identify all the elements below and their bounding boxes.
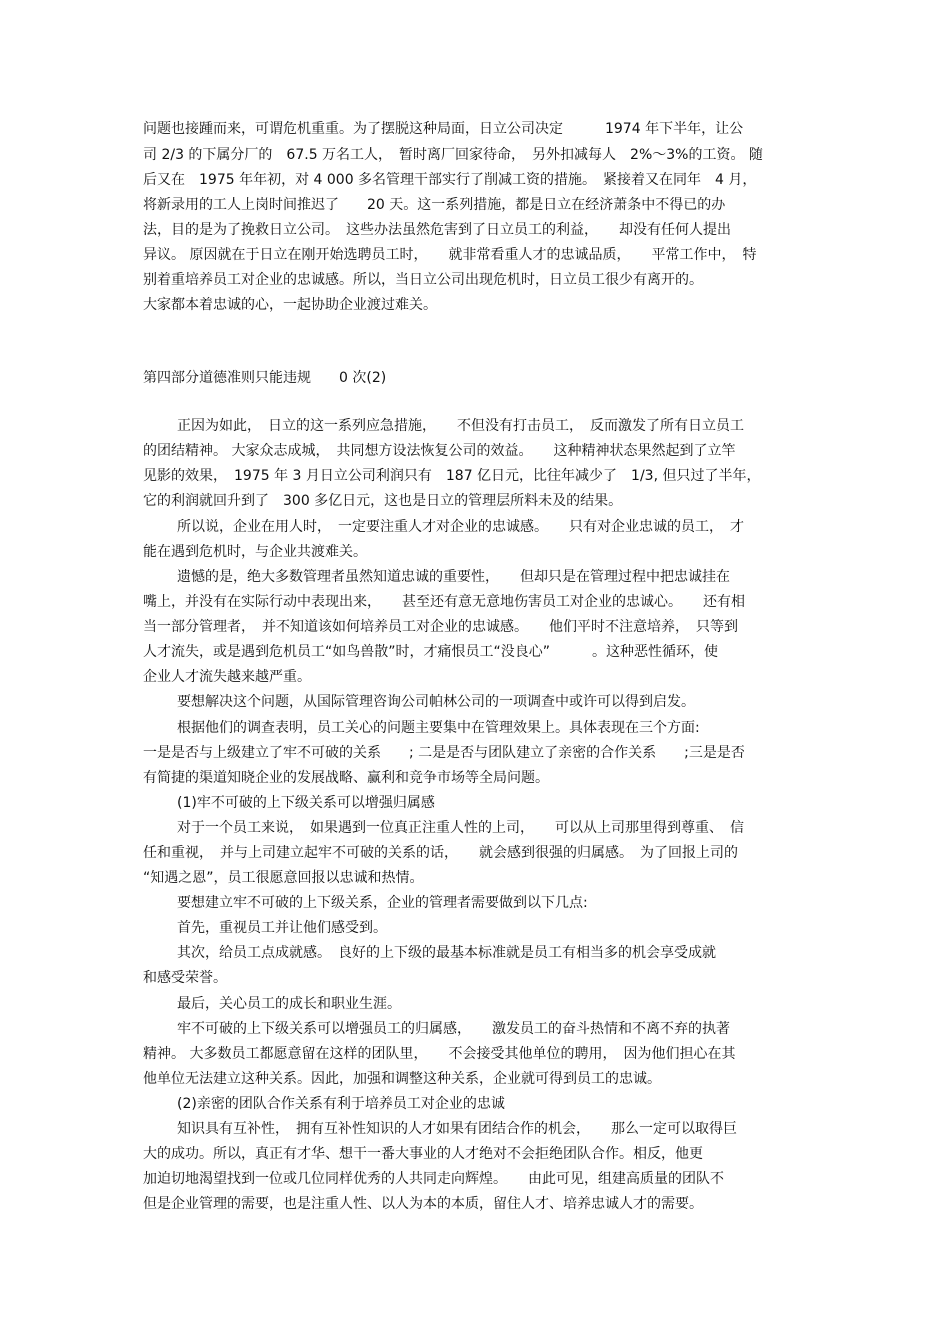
text-line: 牢不可破的上下级关系可以增强员工的归属感， 激发员工的奋斗热情和不离不弃的执著: [177, 1021, 730, 1037]
text-line: 有简捷的渠道知晓企业的发展战略、赢利和竞争市场等全局问题。: [143, 770, 549, 786]
text-line: 对于一个员工来说， 如果遇到一位真正注重人性的上司， 可以从上司那里得到尊重、 信: [177, 820, 744, 836]
text-line: 最后，关心员工的成长和职业生涯。: [177, 996, 401, 1012]
text-line: 精神。 大多数员工都愿意留在这样的团队里， 不会接受其他单位的聘用， 因为他们担心在其: [143, 1046, 736, 1062]
text-line: 其次，给员工点成就感。 良好的上下级的最基本标准就是员工有相当多的机会享受成就: [177, 945, 716, 961]
text-line: 他单位无法建立这种关系。因此，加强和调整这种关系，企业就可得到员工的忠诚。: [143, 1071, 661, 1087]
text-line: 遗憾的是，绝大多数管理者虽然知道忠诚的重要性， 但却只是在管理过程中把忠诚挂在: [177, 569, 730, 585]
section-heading: 第四部分道德准则只能违规 0 次(2): [143, 370, 387, 386]
subheading: (2)亲密的团队合作关系有利于培养员工对企业的忠诚: [177, 1096, 505, 1112]
text-line: 根据他们的调查表明，员工关心的问题主要集中在管理效果上。具体表现在三个方面:: [177, 720, 700, 736]
subheading: (1)牢不可破的上下级关系可以增强归属感: [177, 795, 435, 811]
text-line: 加迫切地渴望找到一位或几位同样优秀的人共同走向辉煌。 由此可见，组建高质量的团队不: [143, 1171, 724, 1187]
text-line: 企业人才流失越来越严重。: [143, 669, 311, 685]
text-line: 正因为如此， 日立的这一系列应急措施， 不但没有打击员工， 反而激发了所有日立员工: [177, 418, 744, 434]
text-line: 司 2/3 的下属分厂的 67.5 万名工人， 暂时离厂回家待命， 另外扣减每人 2%～3%的工资。 随: [143, 147, 763, 163]
text-line: 它的利润就回升到了 300 多亿日元，这也是日立的管理层所料未及的结果。: [143, 493, 623, 509]
text-line: 异议。 原因就在于日立在刚开始选聘员工时， 就非常看重人才的忠诚品质， 平常工作中， 特: [143, 247, 757, 263]
text-line: 一是是否与上级建立了牢不可破的关系 ; 二是是否与团队建立了亲密的合作关系 ;三是是否: [143, 745, 745, 761]
text-line: 和感受荣誉。: [143, 970, 227, 986]
text-line: 问题也接踵而来，可谓危机重重。为了摆脱这种局面，日立公司决定 1974 年下半年，让公: [143, 121, 744, 137]
text-line: 后又在 1975 年年初，对 4 000 多名管理干部实行了削减工资的措施。 紧接着又在同年 4 月，: [143, 172, 757, 188]
text-line: 人才流失，或是遇到危机员工“如鸟兽散”时，才痛恨员工“没良心” 。这种恶性循环，使: [143, 644, 719, 660]
text-line: 要想解决这个问题，从国际管理咨询公司帕林公司的一项调查中或许可以得到启发。: [177, 694, 695, 710]
text-line: “知遇之恩”，员工很愿意回报以忠诚和热情。: [143, 870, 424, 886]
text-line: 将新录用的工人上岗时间推迟了 20 天。这一系列措施，都是日立在经济萧条中不得已的办: [143, 197, 726, 213]
text-line: 嘴上，并没有在实际行动中表现出来， 甚至还有意无意地伤害员工对企业的忠诚心。 还有相: [143, 594, 745, 610]
text-line: 能在遇到危机时，与企业共渡难关。: [143, 544, 367, 560]
text-line: 任和重视， 并与上司建立起牢不可破的关系的话， 就会感到很强的归属感。 为了回报上司的: [143, 845, 738, 861]
text-line: 的团结精神。 大家众志成城， 共同想方设法恢复公司的效益。 这种精神状态果然起到了立竿: [143, 443, 736, 459]
text-line: 当一部分管理者， 并不知道该如何培养员工对企业的忠诚感。 他们平时不注意培养， 只等到: [143, 619, 738, 635]
text-line: 知识具有互补性， 拥有互补性知识的人才如果有团结合作的机会， 那么一定可以取得巨: [177, 1121, 737, 1137]
text-line: 所以说，企业在用人时， 一定要注重人才对企业的忠诚感。 只有对企业忠诚的员工， 才: [177, 519, 744, 535]
text-line: 见影的效果， 1975 年 3 月日立公司利润只有 187 亿日元，比往年减少了 1/3, 但只过了半年，: [143, 468, 761, 484]
text-line: 要想建立牢不可破的上下级关系，企业的管理者需要做到以下几点:: [177, 895, 588, 911]
text-line: 首先，重视员工并让他们感受到。: [177, 920, 387, 936]
text-line: 别着重培养员工对企业的忠诚感。所以，当日立公司出现危机时，日立员工很少有离开的。: [143, 272, 703, 288]
text-line: 大的成功。所以，真正有才华、想干一番大事业的人才绝对不会拒绝团队合作。相反，他更: [143, 1146, 703, 1162]
text-line: 法，目的是为了挽救日立公司。 这些办法虽然危害到了日立员工的利益， 却没有任何人提出: [143, 222, 731, 238]
text-line: 但是企业管理的需要，也是注重人性、以人为本的本质，留住人才、培养忠诚人才的需要。: [143, 1196, 703, 1212]
text-line: 大家都本着忠诚的心，一起协助企业渡过难关。: [143, 297, 437, 313]
